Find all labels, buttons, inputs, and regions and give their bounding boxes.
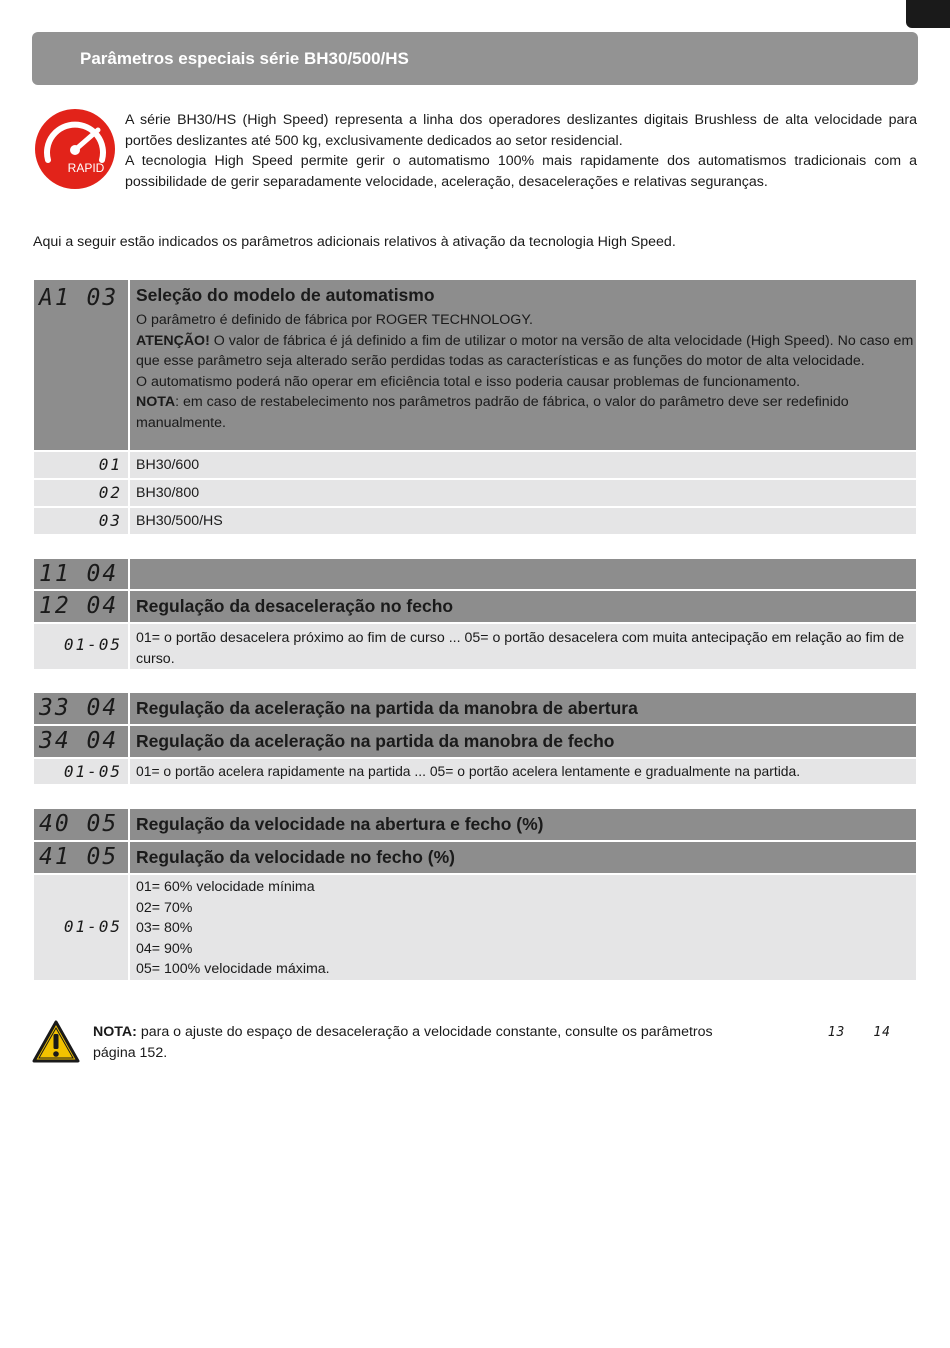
attention-label: ATENÇÃO! (136, 332, 210, 349)
nota-text: : em caso de restabelecimento nos parâmetros padrão de fábrica, o valor do parâmetro deve ser redefinido manualmente. (136, 394, 849, 431)
param-row-11 (34, 559, 916, 589)
range-text: 01= o portão desacelera próximo ao fim de curso ... 05= o portão desacelera com muita antecipação em relação ao fim de curso. (130, 624, 916, 669)
param-code: 40 05 (39, 811, 119, 837)
range-row (34, 759, 916, 784)
param-code-cell (34, 280, 128, 450)
intro-paragraph-1: A série BH30/HS (High Speed) representa a linha dos operadores deslizantes digitais Brushless de alta velocidade para portões deslizantes até 500 kg, exclusivamente dedicados ao setor residencial. (125, 112, 917, 149)
range-item: 04= 90% (136, 940, 193, 957)
range-item: 03= 80% (136, 920, 193, 936)
option-code: 01 (98, 455, 122, 474)
note-line-2: página 152. (93, 1045, 168, 1061)
param-code: 11 04 (39, 561, 119, 587)
param-title: Seleção do modelo de automatismo (136, 285, 435, 305)
intro-text (125, 110, 917, 192)
page-corner-tab (906, 0, 950, 28)
range-row (34, 624, 916, 669)
option-label: BH30/500/HS (130, 508, 916, 534)
lead-text: Aqui a seguir estão indicados os parâmetros adicionais relativos à ativação da tecnologia High Speed. (33, 234, 676, 250)
rapid-speedometer-logo (34, 108, 116, 190)
param-title: Regulação da velocidade no fecho (%) (136, 847, 455, 867)
range-item: 05= 100% velocidade máxima. (136, 961, 330, 977)
param-row-34 (34, 726, 916, 757)
param-attention (136, 331, 916, 372)
param-row-41 (34, 842, 916, 873)
logo-label: RAPID (67, 161, 105, 175)
param-code: A1 03 (39, 285, 119, 311)
range-row (34, 875, 916, 980)
param-row-33 (34, 693, 916, 724)
note-line-1 (93, 1022, 891, 1043)
range-item: 02= 70% (136, 899, 193, 916)
param-nota (136, 392, 916, 433)
range-text: 01= o portão acelera rapidamente na partida ... 05= o portão acelera lentamente e gradualmente na partida. (130, 759, 916, 784)
option-label: BH30/600 (130, 452, 916, 478)
note-params (828, 1022, 891, 1043)
param-code: 12 04 (39, 593, 119, 619)
option-label: BH30/800 (130, 480, 916, 506)
param-row-40 (34, 809, 916, 840)
note-label: NOTA: (93, 1024, 137, 1040)
option-code: 03 (98, 511, 122, 530)
intro-paragraph-2: A tecnologia High Speed permite gerir o automatismo 100% mais rapidamente dos automatismos tradicionais com a possibilidade de gerir separadamente velocidade, aceleração, desacelerações e relativas seguranças. (125, 153, 917, 190)
param-title: Regulação da velocidade na abertura e fecho (%) (136, 814, 544, 834)
param-title: Regulação da desaceleração no fecho (136, 596, 454, 616)
nota-label: NOTA (136, 394, 176, 410)
option-row (34, 508, 916, 534)
option-row (34, 452, 916, 478)
param-code: 41 05 (39, 844, 119, 870)
note-text-wrap (93, 1022, 713, 1043)
note-text: para o ajuste do espaço de desaceleração a velocidade constante, consulte os parâmetros (136, 1024, 713, 1040)
attention-text: O valor de fábrica é já definido a fim de utilizar o motor na versão de alta velocidade (High Speed). No caso em que esse parâmetro seja alterado serão perdidas todas as características e as funções do motor de alta velocidade. (136, 332, 914, 369)
option-row (34, 480, 916, 506)
range-item: 01= 60% velocidade mínima (136, 879, 315, 895)
range-code: 01-05 (63, 917, 122, 936)
param-description-cell (130, 280, 916, 450)
option-code: 02 (98, 483, 122, 502)
note-block (93, 1022, 891, 1064)
range-code: 01-05 (63, 762, 122, 781)
param-line-1: O parâmetro é definido de fábrica por ROGER TECHNOLOGY. (136, 312, 533, 328)
section-title: Parâmetros especiais série BH30/500/HS (80, 49, 409, 68)
param-row-a1 (34, 280, 916, 450)
param-title: Regulação da aceleração na partida da manobra de fecho (136, 731, 615, 751)
warning-icon (31, 1019, 81, 1065)
section-header (32, 32, 918, 85)
param-row-12 (34, 591, 916, 622)
param-line-3: O automatismo poderá não operar em eficiência total e isso poderia causar problemas de funcionamento. (136, 373, 801, 390)
note-param-a: 13 (827, 1025, 846, 1040)
range-list (130, 875, 916, 980)
param-code: 33 04 (39, 695, 119, 721)
range-code: 01-05 (63, 635, 122, 654)
param-title: Regulação da aceleração na partida da manobra de abertura (136, 698, 638, 718)
note-param-b: 14 (873, 1025, 891, 1040)
param-code: 34 04 (39, 728, 119, 754)
